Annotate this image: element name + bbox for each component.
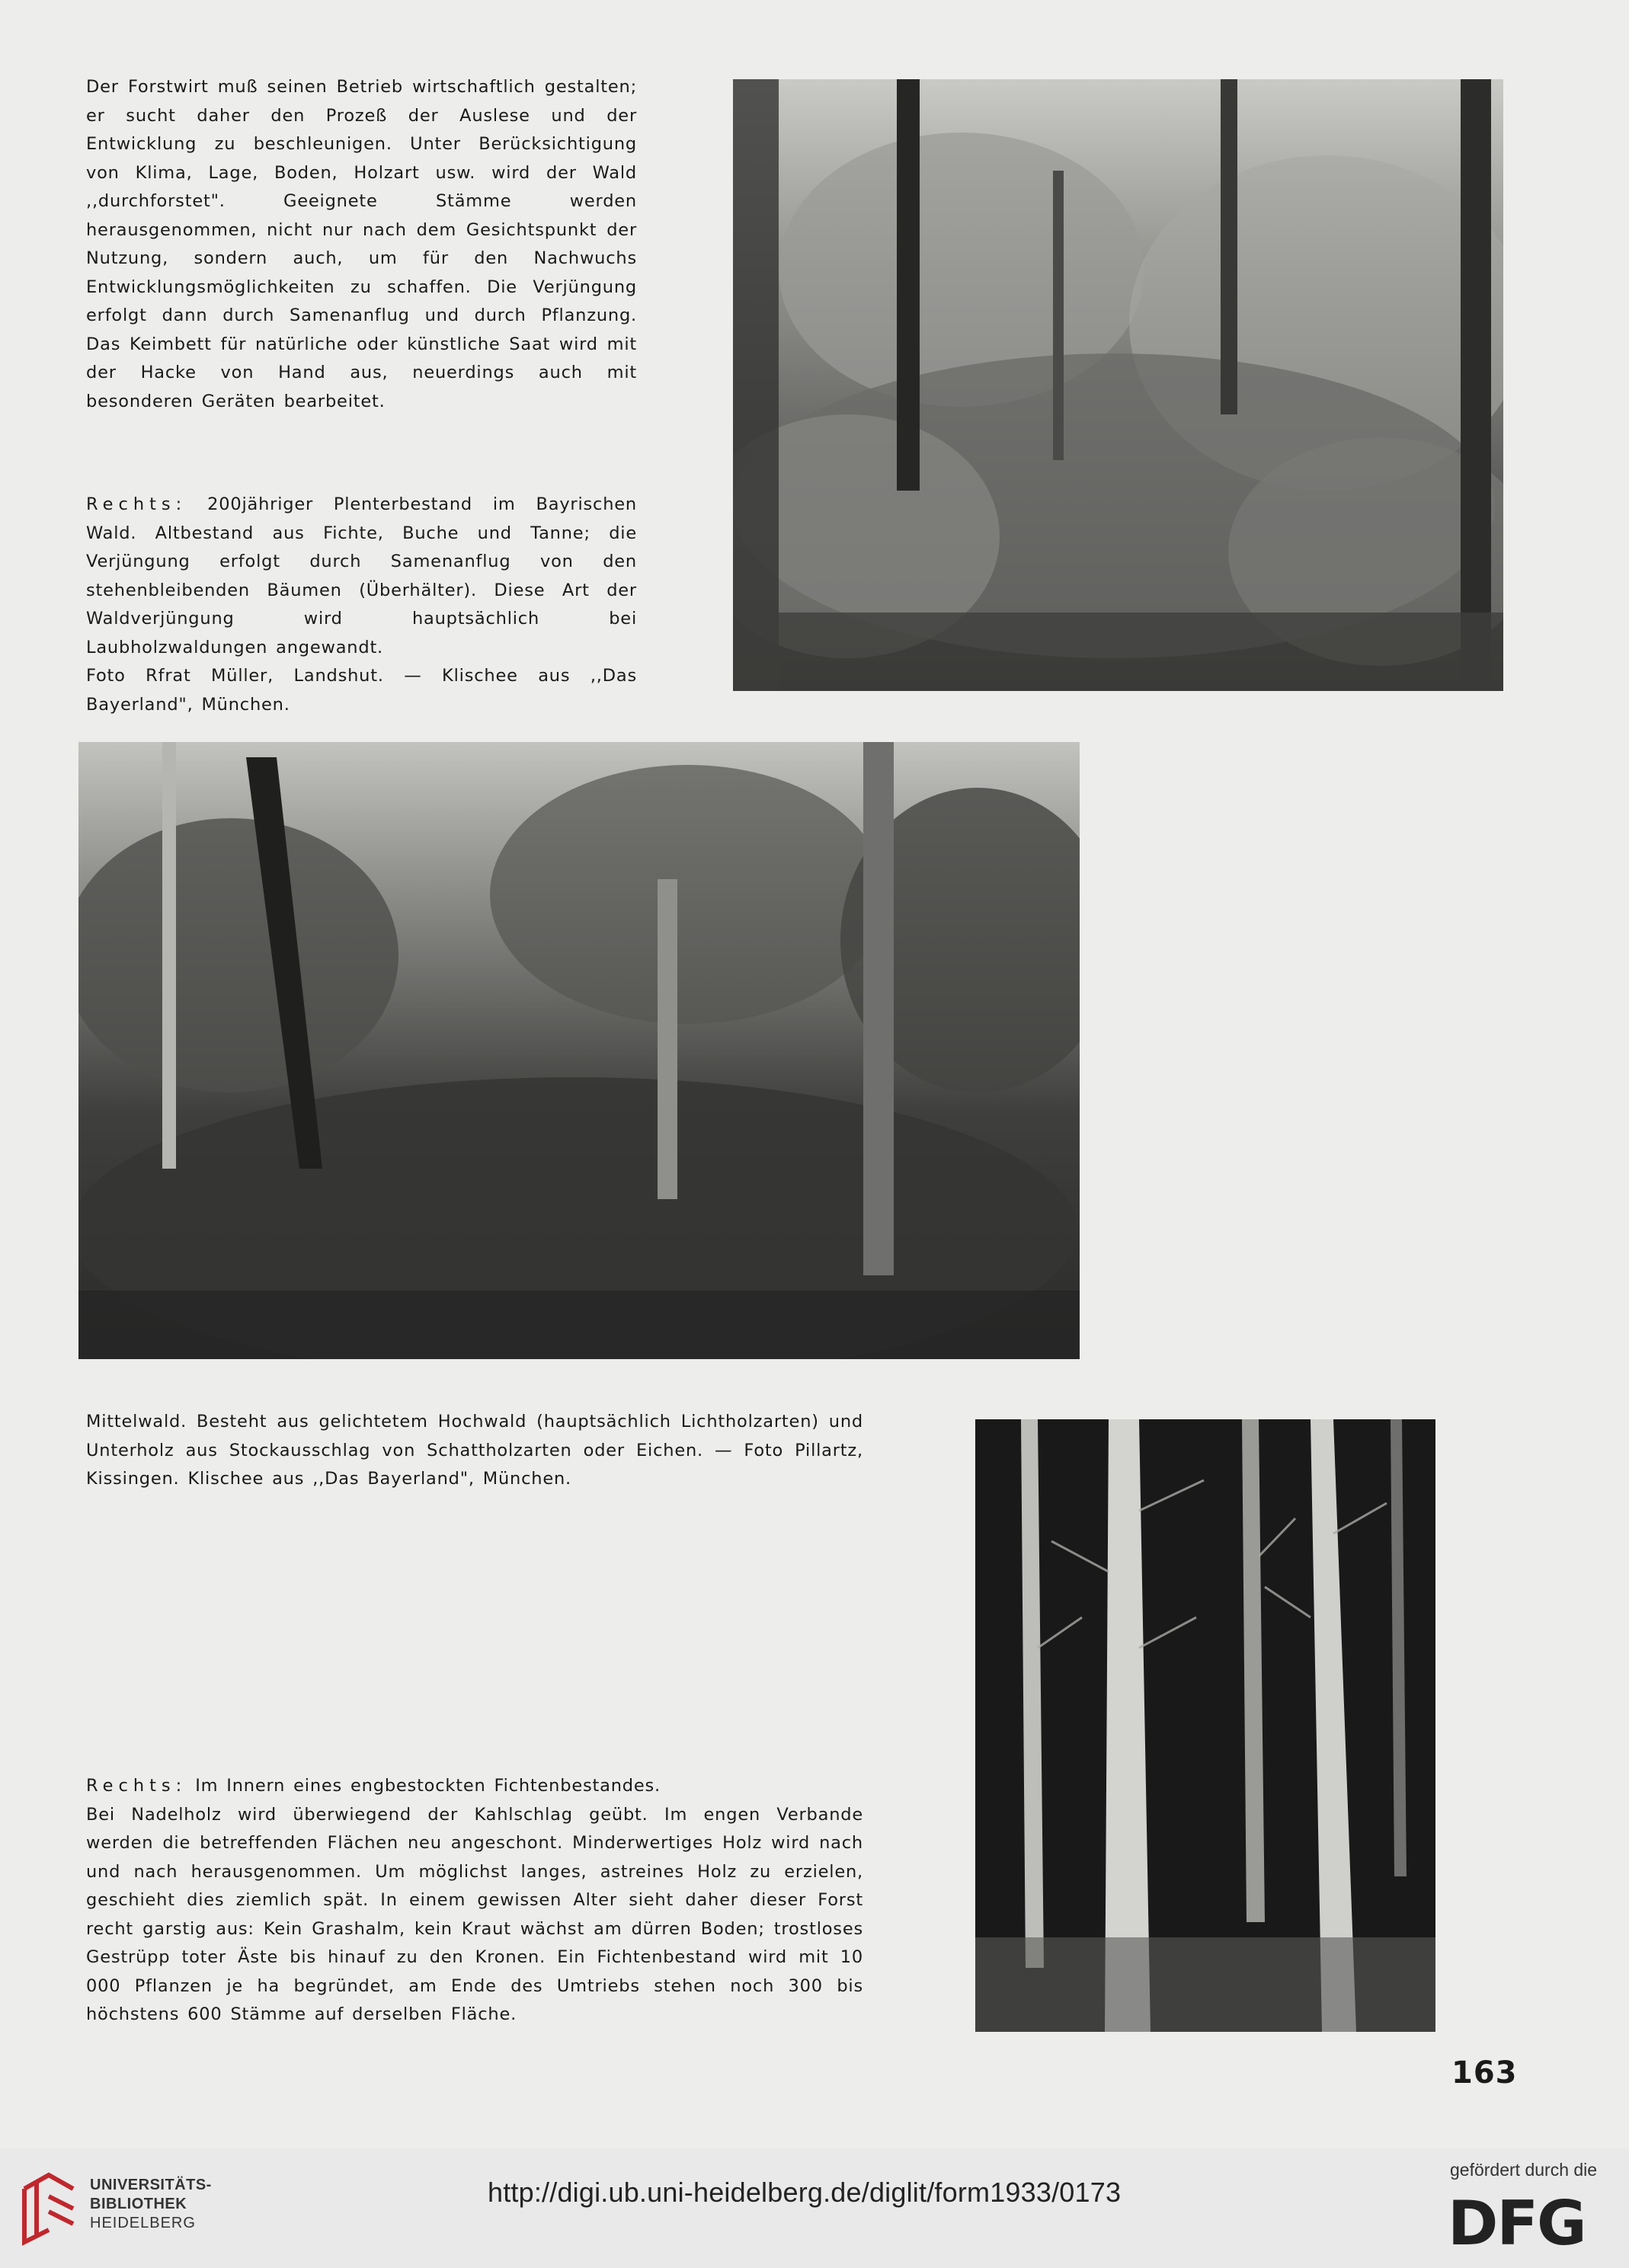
funded-by-label: gefördert durch die [1450, 2160, 1598, 2180]
ub-heidelberg-logo-icon[interactable] [18, 2166, 79, 2251]
caption-mittelwald-text: Mittelwald. Besteht aus gelichtetem Hochwald (hauptsächlich Lichtholzarten) und Unterholz aus Stockausschlag von Schattholzarten oder Eichen. — Foto Pillartz, Kissingen. Klischee aus ,,Das Bayerland", München. [86, 1412, 863, 1489]
caption-mittelwald [86, 1408, 863, 1494]
caption-spruce-lead: Rechts: [86, 1776, 187, 1796]
caption-plenter-text: 200jähriger Plenterbestand im Bayrischen Wald. Altbestand aus Fichte, Buche und Tanne; die Verjüngung erfolgt durch Samenanflug von den stehenbleibenden Bäumen (Überhälter). Diese Art der Waldverjüngung wird hauptsächlich bei Laubholzwaldungen angewandt. [86, 494, 637, 657]
photo-spruce-stand [975, 1419, 1435, 2032]
page-number: 163 [1451, 2055, 1518, 2090]
library-name[interactable] [90, 2176, 212, 2233]
library-line3: HEIDELBERG [90, 2215, 196, 2231]
intro-paragraph-text: Der Forstwirt muß seinen Betrieb wirtschaftlich gestalten; er sucht daher den Prozeß der Auslese und der Entwicklung zu beschleunigen. Unter Berücksichtigung von Klima, Lage, Boden, Holzart usw. wird der Wald ,,durchforstet". Geeignete Stämme werden herausgenommen, nicht nur nach dem Gesichtspunkt der Nutzung, sondern auch, um für den Nachwuchs Entwicklungsmöglichkeiten zu schaffen. Die Verjüngung erfolgt dann durch Samenanflug und durch Pflanzung. Das Keimbett für natürliche oder künstliche Saat wird mit der Hacke von Hand aus, neuerdings auch mit besonderen Geräten bearbeitet. [86, 77, 637, 411]
intro-paragraph [86, 73, 637, 416]
caption-spruce [86, 1772, 863, 2030]
library-line2: BIBLIOTHEK [90, 2196, 187, 2212]
library-line1: UNIVERSITÄTS- [90, 2177, 212, 2193]
caption-spruce-title: Im Innern eines engbestockten Fichtenbestandes. [195, 1776, 661, 1796]
caption-plenter-credit: Foto Rfrat Müller, Landshut. — Klischee aus ,,Das Bayerland", München. [86, 666, 637, 715]
caption-plenter-lead: Rechts: [86, 494, 187, 514]
photo-mittelwald [78, 742, 1080, 1359]
caption-plenter [86, 491, 637, 719]
permalink-url[interactable]: http://digi.ub.uni-heidelberg.de/diglit/form1933/0173 [488, 2177, 1122, 2208]
caption-spruce-text: Bei Nadelholz wird überwiegend der Kahlschlag geübt. Im engen Verbande werden die betreffenden Flächen neu angeschont. Minderwertiges Holz wird nach und nach herausgenommen. Um möglichst langes, astreines Holz zu erzielen, geschieht dies ziemlich spät. In einem gewissen Alter sieht daher dieser Forst recht garstig aus: Kein Grashalm, kein Kraut wächst am dürren Boden; trostloses Gestrüpp toter Äste bis hinauf zu den Kronen. Ein Fichtenbestand wird mit 10 000 Pflanzen je ha begründet, am Ende des Umtriebs stehen noch 300 bis höchstens 600 Stämme auf derselben Fläche. [86, 1804, 863, 2024]
photo-plenter-forest [733, 79, 1503, 691]
dfg-logo[interactable]: DFG [1448, 2188, 1586, 2259]
